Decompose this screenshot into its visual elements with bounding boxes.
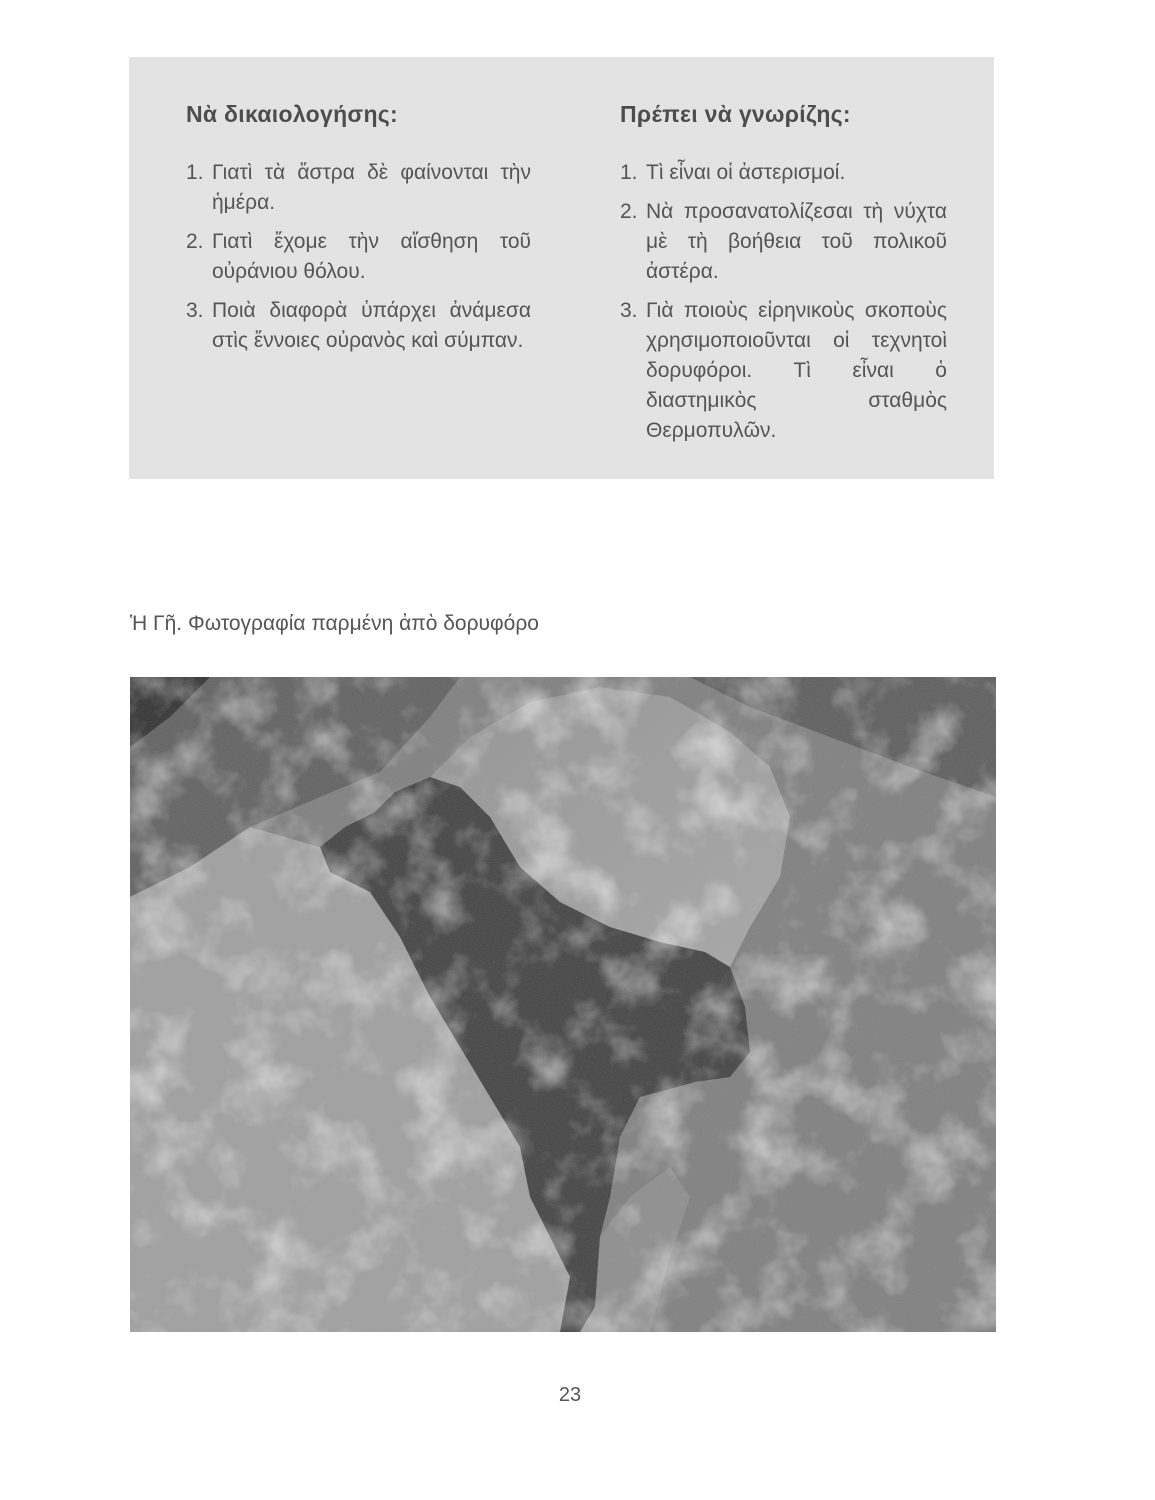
questions-box — [129, 57, 994, 479]
justify-list — [186, 158, 531, 356]
list-item: 3. Γιὰ ποιοὺς εἰρηνικοὺς σκοποὺς χρησιμοποιοῦνται οἱ τεχνητοὶ δορυφόροι. Τὶ εἶναι ὁ διαστημικὸς σταθμὸς Θερμοπυλῶν. — [620, 299, 947, 442]
know-heading: Πρέπει νὰ γνωρίζης: — [620, 101, 851, 127]
justify-heading: Νὰ δικαιολογήσης: — [186, 101, 399, 127]
film-grain — [130, 677, 996, 1332]
justify-column — [186, 101, 531, 365]
list-item: 2. Γιατὶ ἔχομε τὴν αἴσθηση τοῦ οὐράνιου θόλου. — [186, 230, 531, 283]
list-item: 2. Νὰ προσανατολίζεσαι τὴ νύχτα μὲ τὴ βοήθεια τοῦ πολικοῦ ἀστέρα. — [620, 200, 947, 283]
list-item: 3. Ποιὰ διαφορὰ ὑπάρχει ἀνάμεσα στὶς ἔννοιες οὐρανὸς καὶ σύμπαν. — [186, 299, 531, 352]
list-item: 1. Τὶ εἶναι οἱ ἀστερισμοί. — [620, 161, 846, 184]
know-column — [620, 101, 947, 455]
page-number: 23 — [558, 1384, 582, 1406]
know-list — [620, 158, 947, 446]
list-item: 1. Γιατὶ τὰ ἄστρα δὲ φαίνονται τὴν ἡμέρα. — [186, 161, 531, 214]
earth-satellite-photo — [130, 677, 996, 1332]
photo-caption: Ἡ Γῆ. Φωτογραφία παρμένη ἀπὸ δορυφόρο — [130, 612, 539, 635]
